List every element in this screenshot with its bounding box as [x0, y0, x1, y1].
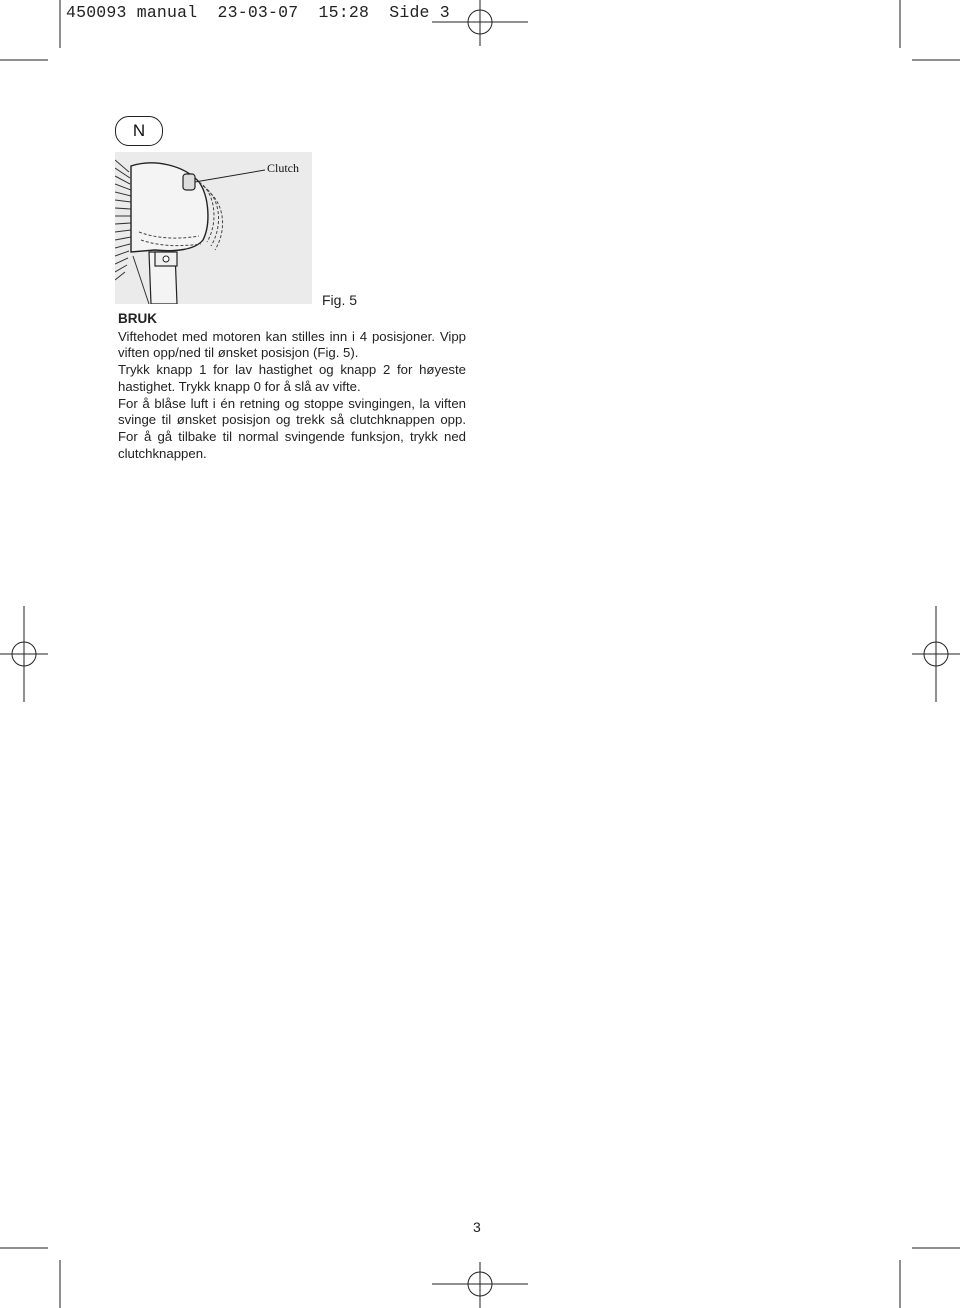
- registration-mark-left: [0, 606, 48, 702]
- paragraph-speed-buttons: Trykk knapp 1 for lav hastighet og knapp 2 for høyeste hastighet. Trykk knapp 0 for å slå av vifte.: [118, 362, 466, 394]
- clutch-callout-label: Clutch: [267, 161, 299, 175]
- page-number: 3: [473, 1219, 481, 1235]
- figure-caption: Fig. 5: [322, 292, 358, 308]
- language-badge: N: [115, 116, 163, 146]
- registration-mark-bottom: [432, 1262, 528, 1308]
- section-heading: BRUK: [118, 311, 157, 326]
- fan-clutch-illustration: [115, 152, 312, 304]
- paragraph-clutch: For å blåse luft i én retning og stoppe svingingen, la viften svinge til ønsket posisjon og trekk så clutchknappen opp. For å gå tilbake til normal svingende funksjon, trykk ned clutchknappen.: [118, 395, 466, 461]
- instructions-section: [118, 311, 466, 462]
- paragraph-positions: Viftehodet med motoren kan stilles inn i 4 posisjoner. Vipp viften opp/ned til ønsket posisjon (Fig. 5).: [118, 328, 466, 361]
- registration-mark-right: [912, 606, 960, 702]
- registration-mark-top: [432, 0, 528, 46]
- print-slug: 450093 manual 23-03-07 15:28 Side 3: [66, 3, 450, 22]
